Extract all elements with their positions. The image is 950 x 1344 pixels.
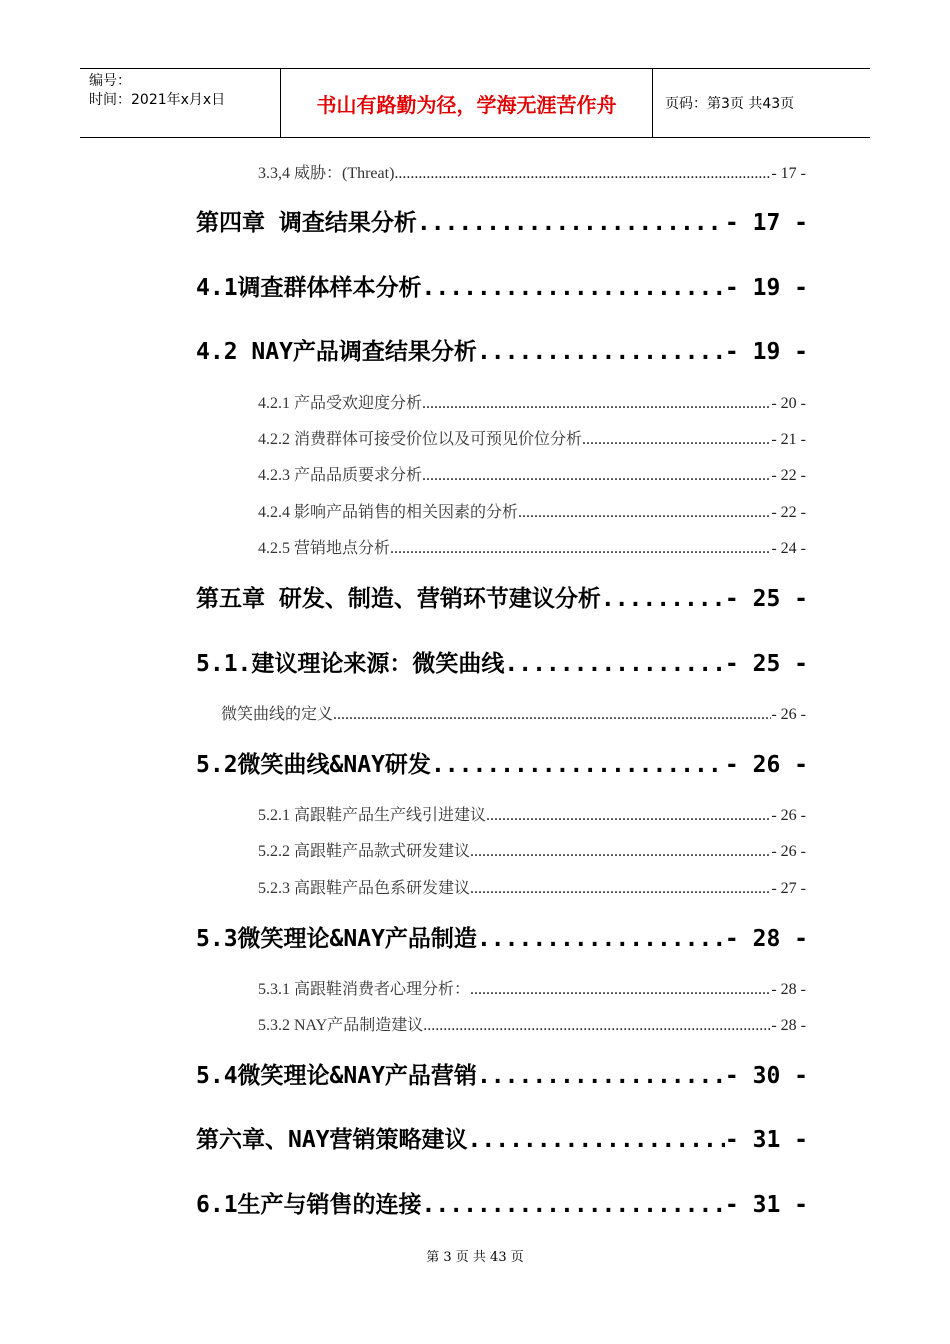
toc-leader-dots <box>582 431 771 448</box>
toc-entry-page: - 28 - <box>724 926 808 952</box>
header-page-info: 页码：第3页 共43页 <box>665 96 795 112</box>
toc-entry-page: - 24 - <box>771 540 806 557</box>
toc-entry[interactable] <box>196 1121 808 1155</box>
toc-entry-page: - 17 - <box>771 165 806 182</box>
toc-entry-title: 5.3.1 高跟鞋消费者心理分析： <box>258 981 471 998</box>
toc-entry-page: - 26 - <box>771 706 806 723</box>
toc-leader-dots <box>422 275 725 301</box>
toc-entry-page: - 22 - <box>771 504 806 521</box>
toc-entry-title: 5.4微笑理论&NAY产品营销 <box>196 1063 477 1089</box>
document-time-label: 时间：2021年x月x日 <box>89 92 226 108</box>
toc-entry-title: 4.2.5 营销地点分析 <box>258 540 391 557</box>
toc-entry-page: - 28 - <box>771 1017 806 1034</box>
toc-leader-dots <box>486 807 771 824</box>
toc-leader-dots <box>477 926 725 952</box>
toc-entry[interactable] <box>258 390 806 412</box>
toc-leader-dots <box>431 752 725 778</box>
toc-entry-title: 5.3微笑理论&NAY产品制造 <box>196 926 477 952</box>
toc-leader-dots <box>470 981 771 998</box>
toc-entry-page: - 20 - <box>771 395 806 412</box>
toc-entry-page: - 28 - <box>771 981 806 998</box>
toc-entry-page: - 25 - <box>724 586 808 612</box>
toc-entry[interactable] <box>196 920 808 954</box>
toc-entry-title: 5.1.建议理论来源：微笑曲线 <box>196 651 505 677</box>
toc-leader-dots <box>422 395 771 412</box>
toc-leader-dots <box>468 1127 725 1153</box>
toc-leader-dots <box>417 210 725 236</box>
toc-entry-title: 4.2.2 消费群体可接受价位以及可预见价位分析 <box>258 431 583 448</box>
toc-entry-page: - 26 - <box>771 843 806 860</box>
toc-entry-title: 4.2 NAY产品调查结果分析 <box>196 339 477 365</box>
toc-entry-page: - 30 - <box>724 1063 808 1089</box>
toc-entry-page: - 31 - <box>724 1127 808 1153</box>
toc-leader-dots <box>390 540 771 557</box>
toc-leader-dots <box>423 1017 771 1034</box>
toc-entry-title: 第六章、NAY营销策略建议 <box>196 1127 468 1153</box>
toc-leader-dots <box>470 880 771 897</box>
toc-entry[interactable] <box>258 802 806 824</box>
toc-entry[interactable] <box>258 1012 806 1034</box>
toc-leader-dots <box>601 586 725 612</box>
toc-leader-dots <box>422 1192 725 1218</box>
toc-entry-title: 5.2微笑曲线&NAY研发 <box>196 752 431 778</box>
toc-entry[interactable] <box>196 645 808 679</box>
toc-entry-title: 4.2.3 产品品质要求分析 <box>258 467 423 484</box>
toc-entry[interactable] <box>258 535 806 557</box>
toc-entry[interactable] <box>258 462 806 484</box>
toc-entry-title: 5.3.2 NAY产品制造建议 <box>258 1017 424 1034</box>
toc-entry[interactable] <box>258 875 806 897</box>
toc-leader-dots <box>504 651 725 677</box>
toc-entry-title: 5.2.2 高跟鞋产品款式研发建议 <box>258 843 471 860</box>
toc-leader-dots <box>333 706 771 723</box>
document-number-label: 编号： <box>89 73 131 89</box>
toc-entry-title: 5.2.1 高跟鞋产品生产线引进建议 <box>258 807 487 824</box>
toc-entry-page: - 19 - <box>724 339 808 365</box>
toc-entry-title: 5.2.3 高跟鞋产品色系研发建议 <box>258 880 471 897</box>
toc-leader-dots <box>422 467 771 484</box>
toc-entry-title: 第五章 研发、制造、营销环节建议分析 <box>196 586 601 612</box>
toc-entry[interactable] <box>196 746 808 780</box>
toc-entry[interactable] <box>196 1057 808 1091</box>
toc-entry[interactable] <box>196 580 808 614</box>
toc-leader-dots <box>470 843 771 860</box>
toc-entry-page: - 26 - <box>724 752 808 778</box>
toc-entry-title: 3.3,4 威胁：(Threat) <box>258 165 395 182</box>
toc-entry[interactable] <box>258 426 806 448</box>
toc-entry[interactable] <box>196 1186 808 1220</box>
toc-entry-page: - 22 - <box>771 467 806 484</box>
toc-entry-page: - 19 - <box>724 275 808 301</box>
toc-entry-title: 4.2.4 影响产品销售的相关因素的分析 <box>258 504 519 521</box>
toc-entry-page: - 17 - <box>724 210 808 236</box>
toc-entry-page: - 21 - <box>771 431 806 448</box>
toc-entry-page: - 26 - <box>771 807 806 824</box>
toc-entry-title: 4.1调查群体样本分析 <box>196 275 422 301</box>
toc-leader-dots <box>394 165 771 182</box>
toc-entry[interactable] <box>258 838 806 860</box>
toc-entry-title: 6.1生产与销售的连接 <box>196 1192 422 1218</box>
toc-entry-title: 第四章 调查结果分析 <box>196 210 417 236</box>
toc-leader-dots <box>477 1063 725 1089</box>
toc-entry[interactable] <box>258 976 806 998</box>
toc-entry-page: - 27 - <box>771 880 806 897</box>
toc-entry[interactable] <box>258 499 806 521</box>
header-motto: 书山有路勤为径，学海无涯苦作舟 <box>281 69 653 137</box>
toc-entry[interactable] <box>221 701 806 723</box>
toc-entry-title: 4.2.1 产品受欢迎度分析 <box>258 395 423 412</box>
toc-leader-dots <box>518 504 771 521</box>
toc-entry[interactable] <box>196 204 808 238</box>
toc-entry-page: - 31 - <box>724 1192 808 1218</box>
toc-entry-title: 微笑曲线的定义 <box>221 706 334 723</box>
page-footer: 第 3 页 共 43 页 <box>426 1250 524 1265</box>
toc-entry[interactable] <box>196 333 808 367</box>
toc-entry-page: - 25 - <box>724 651 808 677</box>
toc-entry[interactable] <box>258 160 806 182</box>
toc-leader-dots <box>477 339 725 365</box>
toc-entry[interactable] <box>196 269 808 303</box>
